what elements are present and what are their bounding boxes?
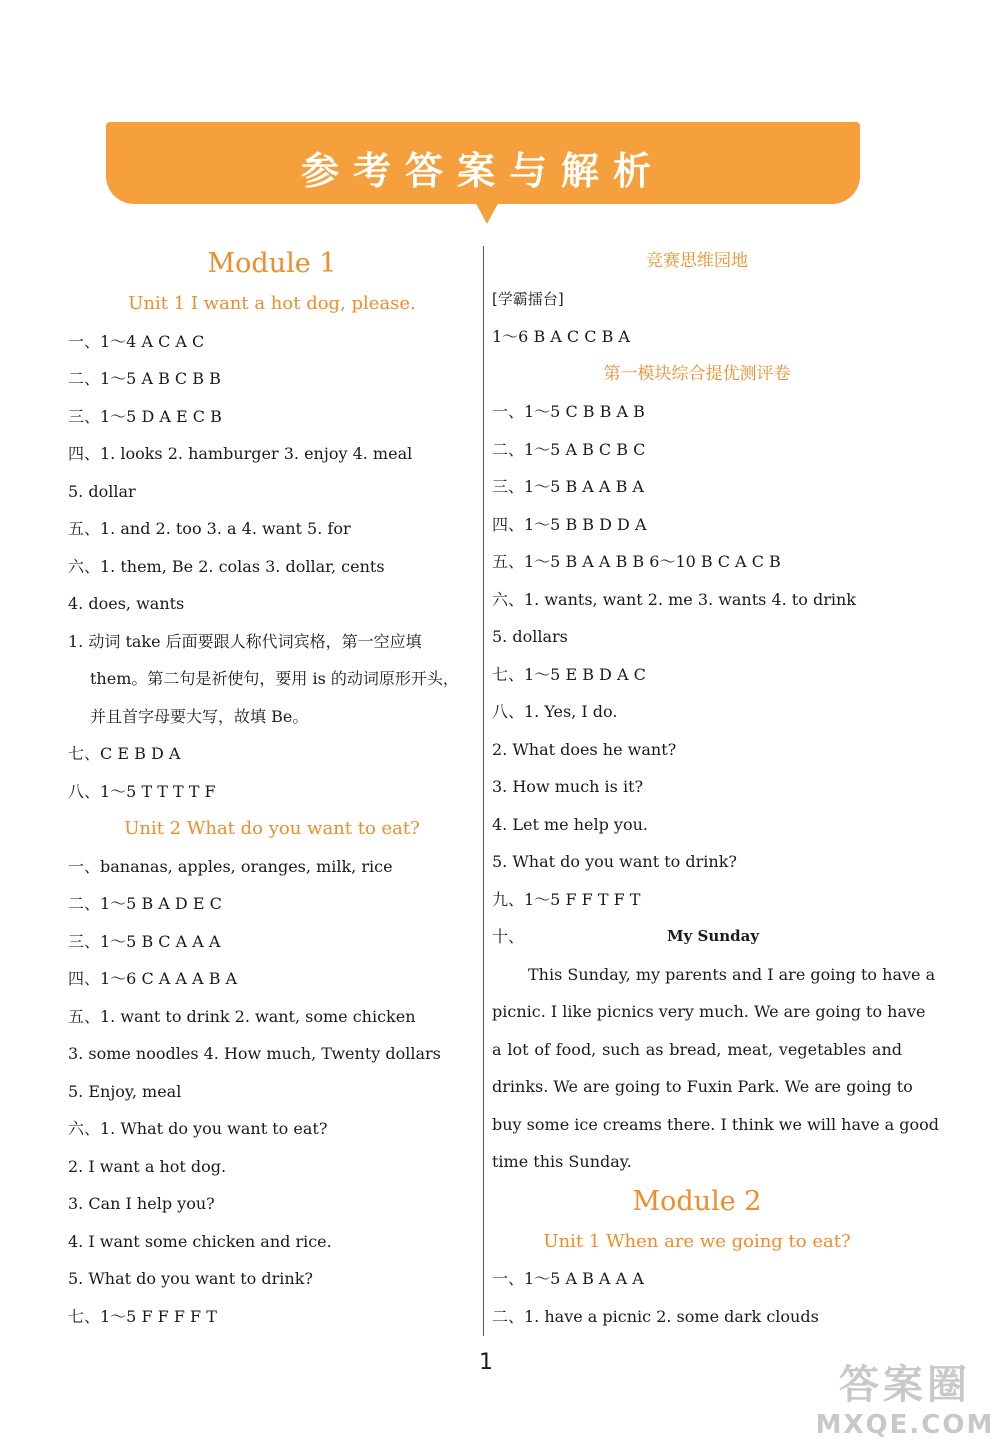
answer-line: 一、1～5 A B A A A [492, 1269, 644, 1288]
answer-line: 六、1. wants, want 2. me 3. wants 4. to drink [492, 589, 856, 609]
essay-line: a lot of food, such as bread, meat, vegetables and [492, 1039, 902, 1059]
essay-line: picnic. I like picnics very much. We are going to have [492, 1002, 926, 1021]
module-heading: Module 1 [207, 248, 337, 279]
answer-line: 四、1～5 B B D D A [492, 514, 647, 534]
essay-line: drinks. We are going to Fuxin Park. We are going to [492, 1077, 913, 1096]
essay-title: My Sunday [666, 927, 760, 945]
answer-line: 二、1～5 A B C B C [492, 439, 646, 459]
answer-line: 2. I want a hot dog. [68, 1156, 227, 1176]
explanation-line: 并且首字母要大写，故填 Be。 [90, 706, 309, 726]
right-column [492, 243, 939, 1335]
banner-pointer [472, 196, 502, 224]
answer-line: 一、1～4 A C A C [68, 331, 205, 351]
answer-line: 4. I want some chicken and rice. [68, 1231, 332, 1251]
essay-line: time this Sunday. [492, 1152, 632, 1171]
answer-line: 5. What do you want to drink? [68, 1269, 313, 1288]
watermark-site: MXQE.COM [815, 1410, 995, 1440]
answer-line: 5. dollar [68, 481, 136, 501]
explanation-line: 1. 动词 take 后面要跟人称代词宾格，第一空应填 [68, 631, 422, 651]
unit-heading: Unit 1 I want a hot dog, please. [128, 293, 416, 314]
answer-line: 四、1. looks 2. hamburger 3. enjoy 4. meal [68, 444, 413, 463]
answer-line: 3. How much is it? [492, 777, 644, 796]
unit-heading: Unit 1 When are we going to eat? [543, 1230, 851, 1252]
explanation-line: them。第二句是祈使句，要用 is 的动词原形开头， [90, 669, 459, 688]
answer-line: 5. dollars [492, 627, 568, 646]
section-heading: 竞赛思维园地 [646, 251, 748, 271]
answer-line: 七、1～5 E B D A C [492, 664, 646, 684]
essay-prefix: 十、 [492, 927, 525, 946]
answer-line: 五、1～5 B A A B B 6～10 B C A C B [492, 552, 781, 571]
watermark-logo: 答案圈 [839, 1362, 971, 1408]
answer-line: 二、1. have a picnic 2. some dark clouds [492, 1306, 819, 1326]
page-number: 1 [479, 1350, 493, 1375]
answer-line: 三、1～5 B A A B A [492, 477, 644, 496]
unit-heading: Unit 2 What do you want to eat? [124, 818, 420, 839]
section-heading: 第一模块综合提优测评卷 [603, 363, 791, 384]
answer-line: 一、bananas, apples, oranges, milk, rice [68, 856, 393, 876]
essay-line: buy some ice creams there. I think we will have a good [492, 1114, 939, 1134]
left-column [68, 243, 476, 1335]
answer-line: 七、1～5 F F F F T [68, 1306, 217, 1326]
answer-line: 2. What does he want? [492, 739, 677, 759]
answer-line: 3. Can I help you? [68, 1194, 215, 1213]
answer-line: 七、C E B D A [68, 744, 181, 763]
answer-line: 4. does, wants [68, 594, 185, 613]
answer-line: 四、1～6 C A A A B A [68, 969, 238, 988]
subsection-label: [学霸擂台] [492, 289, 564, 308]
answer-line: 五、1. and 2. too 3. a 4. want 5. for [68, 519, 351, 538]
answer-line: 1～6 B A C C B A [492, 327, 630, 346]
answer-line: 3. some noodles 4. How much, Twenty dollars [68, 1044, 441, 1063]
answer-line: 一、1～5 C B B A B [492, 402, 645, 421]
essay-title-line [492, 918, 902, 956]
answer-line: 三、1～5 B C A A A [68, 931, 221, 951]
answer-line: 二、1～5 A B C B B [68, 369, 221, 388]
answer-line: 4. Let me help you. [492, 814, 648, 834]
answer-line: 5. What do you want to drink? [492, 852, 737, 871]
site-watermark [812, 1360, 998, 1446]
essay-line: This Sunday, my parents and I are going to have a [528, 964, 936, 984]
answer-line: 八、1～5 T T T T F [68, 781, 216, 801]
answer-line: 六、1. them, Be 2. colas 3. dollar, cents [68, 556, 385, 576]
column-divider [483, 246, 484, 1336]
module-heading: Module 2 [632, 1185, 762, 1217]
answer-line: 二、1～5 B A D E C [68, 894, 222, 913]
answer-line: 五、1. want to drink 2. want, some chicken [68, 1006, 416, 1026]
answer-line: 八、1. Yes, I do. [492, 702, 618, 721]
answer-line: 六、1. What do you want to eat? [68, 1119, 328, 1138]
page-title: 参考答案与解析 [300, 149, 665, 193]
answer-line: 5. Enjoy, meal [68, 1081, 182, 1101]
answer-line: 九、1～5 F F T F T [492, 889, 641, 909]
answer-line: 三、1～5 D A E C B [68, 406, 222, 426]
